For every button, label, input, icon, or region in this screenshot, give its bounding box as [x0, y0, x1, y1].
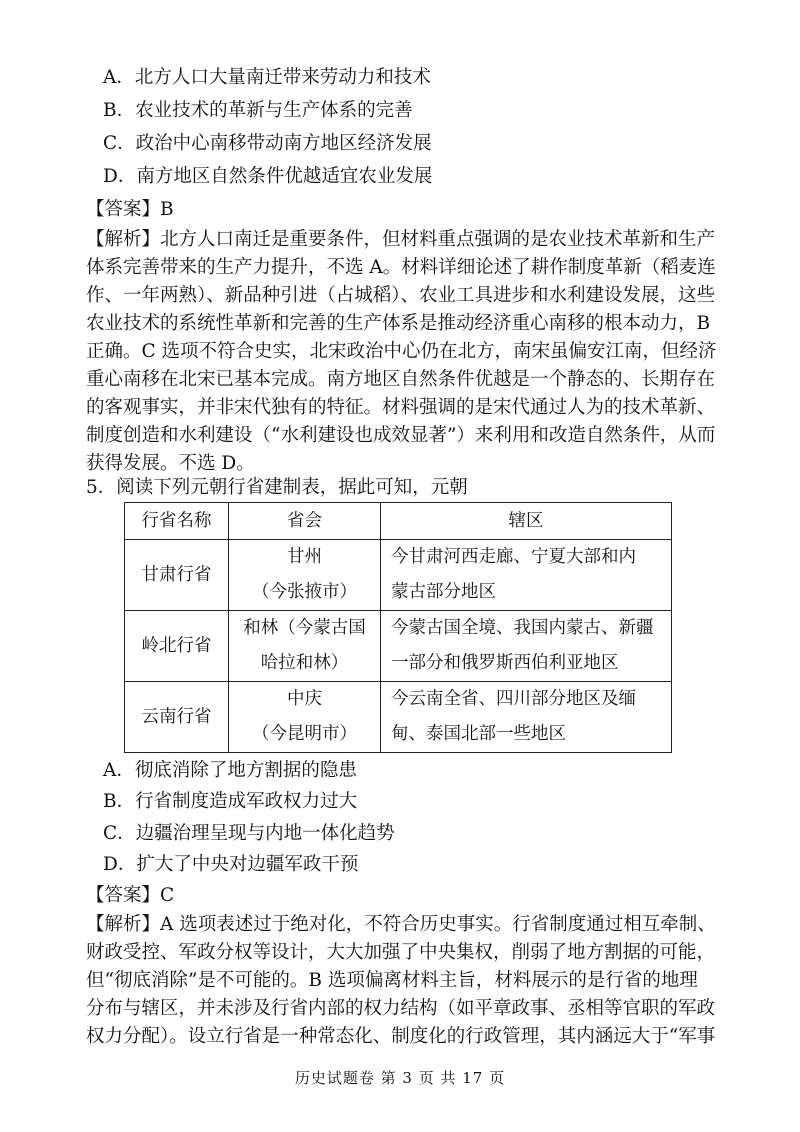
- capital-line: （今昆明市）: [252, 724, 357, 744]
- province-name-cell: 岭北行省: [125, 611, 229, 682]
- table-header: 辖区: [381, 503, 672, 540]
- q5-option-c: C．边疆治理呈现与内地一体化趋势: [103, 823, 395, 844]
- q4-analysis-line: 作、一年两熟）、新品种引进（占城稻）、农业工具进步和水利建设发展，这些: [86, 285, 716, 306]
- table-header-row: [125, 503, 672, 540]
- q4-analysis-line: 获得发展。不选 D。: [86, 453, 255, 474]
- q4-analysis-line: 【解析】北方人口南迁是重要条件，但材料重点强调的是农业技术革新和生产: [86, 229, 716, 250]
- page-footer: 历史试题卷 第 3 页 共 17 页: [294, 1069, 506, 1087]
- capital-line: 哈拉和林）: [260, 653, 349, 673]
- capital-line: 甘州: [287, 547, 322, 567]
- region-line: 蒙古部分地区: [391, 582, 496, 602]
- province-name-cell: 云南行省: [125, 682, 229, 753]
- q4-answer: 【答案】B: [86, 199, 174, 220]
- province-table: [124, 502, 672, 753]
- q5-analysis-line: 分布与辖区，并未涉及行省内部的权力结构（如平章政事、丞相等官职的军政: [86, 998, 716, 1019]
- q4-option-d: D．南方地区自然条件优越适宜农业发展: [103, 166, 433, 187]
- q4-analysis-line: 农业技术的系统性革新和完善的生产体系是推动经济重心南移的根本动力，B: [86, 313, 711, 334]
- region-line: 今甘肃河西走廊、宁夏大部和内: [391, 547, 636, 567]
- q4-analysis-line: 正确。C 选项不符合史实，北宋政治中心仍在北方，南宋虽偏安江南，但经济: [86, 341, 717, 362]
- q5-answer: 【答案】C: [86, 885, 175, 906]
- q4-analysis-line: 体系完善带来的生产力提升，不选 A。材料详细论述了耕作制度革新（稻麦连: [86, 257, 716, 278]
- capital-line: 和林（今蒙古国: [243, 618, 366, 638]
- q4-option-a: A．北方人口大量南迁带来劳动力和技术: [103, 67, 431, 88]
- region-line: 一部分和俄罗斯西伯利亚地区: [391, 653, 619, 673]
- province-name-cell: 甘肃行省: [125, 540, 229, 611]
- q4-analysis-line: 重心南移在北宋已基本完成。南方地区自然条件优越是一个静态的、长期存在: [86, 369, 716, 390]
- q5-option-d: D．扩大了中央对边疆军政干预: [103, 854, 359, 875]
- capital-cell: [229, 611, 381, 682]
- q5-stem: 5．阅读下列元朝行省建制表，据此可知，元朝: [86, 477, 468, 498]
- table-row: [125, 682, 672, 753]
- q5-option-a: A．彻底消除了地方割据的隐患: [103, 760, 357, 781]
- q5-analysis-line: 【解析】A 选项表述过于绝对化，不符合历史事实。行省制度通过相互牵制、: [86, 914, 716, 935]
- region-cell: [381, 611, 672, 682]
- q5-analysis-line: 权力分配）。设立行省是一种常态化、制度化的行政管理，其内涵远大于“军事: [86, 1026, 716, 1047]
- region-cell: [381, 540, 672, 611]
- capital-cell: [229, 682, 381, 753]
- region-line: 甸、泰国北部一些地区: [391, 724, 566, 744]
- table-row: [125, 540, 672, 611]
- table-header: 行省名称: [125, 503, 229, 540]
- q4-analysis-line: 的客观事实，并非宋代独有的特征。材料强调的是宋代通过人为的技术革新、: [86, 397, 716, 418]
- q4-option-b: B．农业技术的革新与生产体系的完善: [103, 100, 413, 121]
- table-header: 省会: [229, 503, 381, 540]
- capital-line: 中庆: [287, 689, 322, 709]
- region-cell: [381, 682, 672, 753]
- q5-analysis-line: 财政受控、军政分权等设计，大大加强了中央集权，削弱了地方割据的可能，: [86, 942, 716, 963]
- region-line: 今蒙古国全境、我国内蒙古、新疆: [391, 618, 654, 638]
- q5-analysis-line: 但“彻底消除”是不可能的。B 选项偏离材料主旨，材料展示的是行省的地理: [86, 970, 698, 991]
- capital-cell: [229, 540, 381, 611]
- q4-option-c: C．政治中心南移带动南方地区经济发展: [103, 133, 432, 154]
- table-row: [125, 611, 672, 682]
- q4-analysis-line: 制度创造和水利建设（“水利建设也成效显著”）来利用和改造自然条件，从而: [86, 425, 716, 446]
- capital-line: （今张掖市）: [252, 582, 357, 602]
- q5-option-b: B．行省制度造成军政权力过大: [103, 791, 358, 812]
- region-line: 今云南全省、四川部分地区及缅: [391, 689, 636, 709]
